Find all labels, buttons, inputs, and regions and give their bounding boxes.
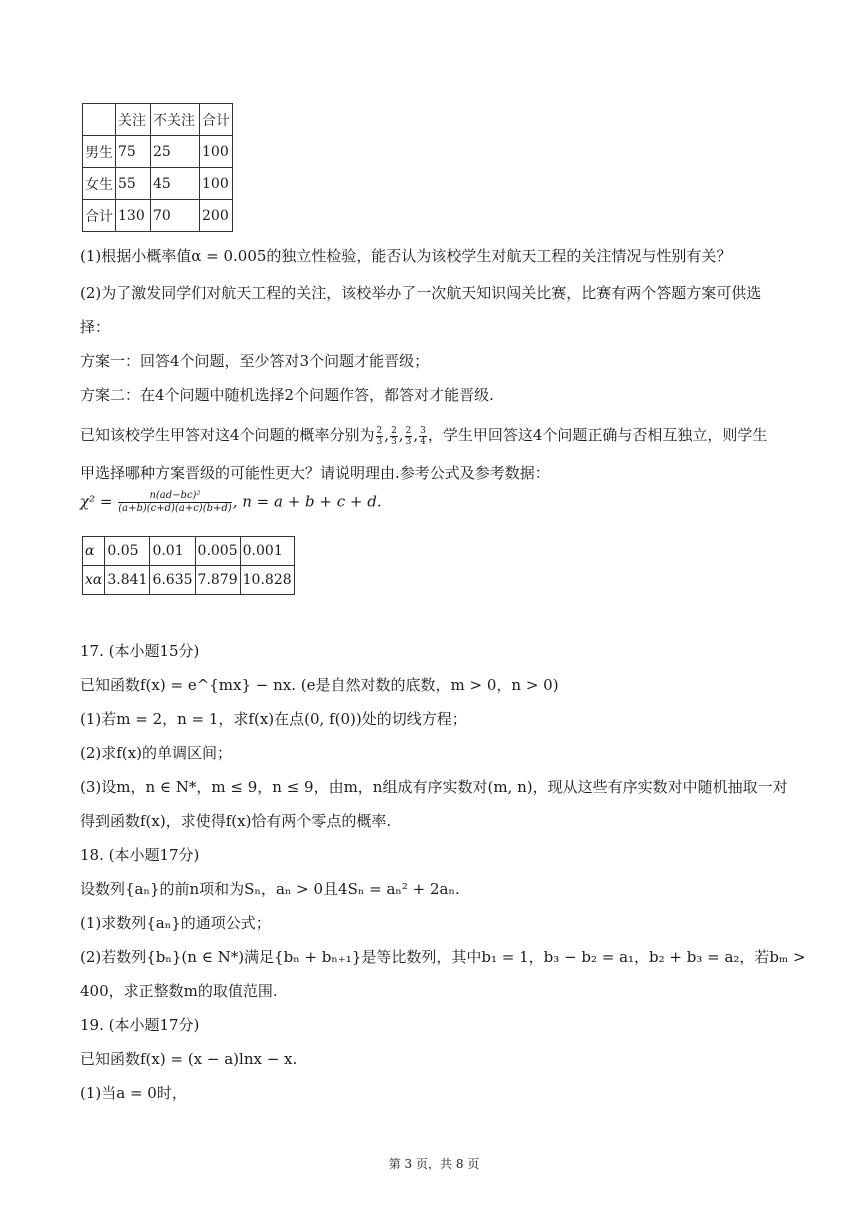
- table-cell: 男生: [83, 136, 116, 168]
- survey-table: [82, 103, 233, 232]
- table-cell: 70: [151, 200, 200, 232]
- table-cell: 关注: [116, 104, 151, 136]
- q16-part1: (1)根据小概率值α = 0.005的独立性检验，能否认为该校学生对航天工程的关注情况与性别有关？: [80, 247, 732, 265]
- q16-known-line2: 甲选择哪种方案晋级的可能性更大？请说明理由.参考公式及参考数据：: [80, 464, 550, 482]
- table-cell: [83, 104, 116, 136]
- table-cell: 200: [200, 200, 233, 232]
- chi-lhs: χ² =: [80, 492, 113, 511]
- table-cell: 3.841: [105, 566, 150, 595]
- q18-title: 18. (本小题17分): [80, 846, 200, 864]
- table-cell: 合计: [83, 200, 116, 232]
- table-cell: 0.005: [195, 537, 240, 566]
- q16-part2-line1: (2)为了激发同学们对航天工程的关注，该校举办了一次航天知识闯关比赛，比赛有两个答题方案可供选: [80, 284, 762, 302]
- fraction: $\frac{2}{3}$: [391, 425, 397, 447]
- table-cell: xα: [83, 566, 105, 595]
- table-row: [83, 566, 295, 595]
- q19-part1: (1)当a = 0时，: [80, 1084, 187, 1102]
- table-header-row: [83, 104, 233, 136]
- table-cell: 25: [151, 136, 200, 168]
- table-cell: 45: [151, 168, 200, 200]
- q17-part3-line1: (3)设m，n ∈ N*，m ≤ 9，n ≤ 9，由m，n组成有序实数对(m, n)，现从这些有序实数对中随机抽取一对: [80, 778, 788, 796]
- page-footer: 第 3 页，共 8 页: [388, 1157, 480, 1171]
- fraction: $\frac{2}{3}$: [376, 425, 383, 447]
- table-row: [83, 537, 295, 566]
- q17-part1: (1)若m = 2，n = 1，求f(x)在点(0, f(0))处的切线方程；: [80, 710, 467, 728]
- table-cell: 女生: [83, 168, 116, 200]
- table-cell: 55: [116, 168, 151, 200]
- q16-plan2: 方案二：在4个问题中随机选择2个问题作答，都答对才能晋级.: [80, 386, 494, 404]
- table-row: [83, 168, 233, 200]
- q17-title: 17. (本小题15分): [80, 642, 200, 660]
- table-cell: 100: [200, 136, 233, 168]
- chi-rhs: , n = a + b + c + d.: [232, 492, 382, 511]
- chi-square-formula: [80, 490, 382, 515]
- table-cell: 130: [116, 200, 151, 232]
- table-cell: 0.01: [150, 537, 195, 566]
- fraction: $\frac{3}{4}$: [420, 425, 426, 447]
- table-cell: α: [83, 537, 105, 566]
- q16-known-line1: 已知该校学生甲答对这4个问题的概率分别为 $\frac{2}{3}$ , $\frac{2}{3}$ , $\frac{2}{3}$ , $\frac{3}{4}$ ，学生甲回答这4个问题正确与否相互独立，则学生: [80, 425, 768, 447]
- q17-part2: (2)求f(x)的单调区间；: [80, 744, 232, 762]
- table-cell: 75: [116, 136, 151, 168]
- table-cell: 7.879: [195, 566, 240, 595]
- q18-stem: 设数列{aₙ}的前n项和为Sₙ，aₙ > 0且4Sₙ = aₙ² + 2aₙ.: [80, 880, 460, 898]
- table-cell: 10.828: [240, 566, 294, 595]
- fraction: $\frac{2}{3}$: [405, 425, 412, 447]
- q17-part3-line2: 得到函数f(x)，求使得f(x)恰有两个零点的概率.: [80, 812, 392, 830]
- q18-part2-line1: (2)若数列{bₙ}(n ∈ N*)满足{bₙ + bₙ₊₁}是等比数列，其中b₁ = 1，b₃ − b₂ = a₁，b₂ + b₃ = a₂，若bₘ >: [80, 948, 806, 966]
- critical-value-table: [82, 536, 295, 595]
- table-cell: 6.635: [150, 566, 195, 595]
- known-text-a: 已知该校学生甲答对这4个问题的概率分别为: [80, 426, 375, 444]
- table-cell: 0.05: [105, 537, 150, 566]
- q16-plan1: 方案一：回答4个问题，至少答对3个问题才能晋级；: [80, 352, 430, 370]
- table-cell: 不关注: [151, 104, 200, 136]
- table-row: [83, 136, 233, 168]
- q16-part2-line2: 择：: [80, 318, 111, 336]
- known-text-b: ，学生甲回答这4个问题正确与否相互独立，则学生: [427, 426, 768, 444]
- q19-title: 19. (本小题17分): [80, 1016, 200, 1034]
- q18-part1: (1)求数列{aₙ}的通项公式；: [80, 914, 271, 932]
- table-row: [83, 200, 233, 232]
- chi-fraction: $\frac{\text{n(ad−bc)²}}{(a+b)(c+d)(a+c)(b+d)}$: [118, 490, 232, 514]
- table-cell: 0.001: [240, 537, 294, 566]
- table-cell: 100: [200, 168, 233, 200]
- q17-stem: 已知函数f(x) = e^{mx} − nx. (e是自然对数的底数，m > 0，n > 0): [80, 676, 559, 694]
- q19-stem: 已知函数f(x) = (x − a)lnx − x.: [80, 1050, 298, 1068]
- q18-part2-line2: 400，求正整数m的取值范围.: [80, 982, 278, 1000]
- table-cell: 合计: [200, 104, 233, 136]
